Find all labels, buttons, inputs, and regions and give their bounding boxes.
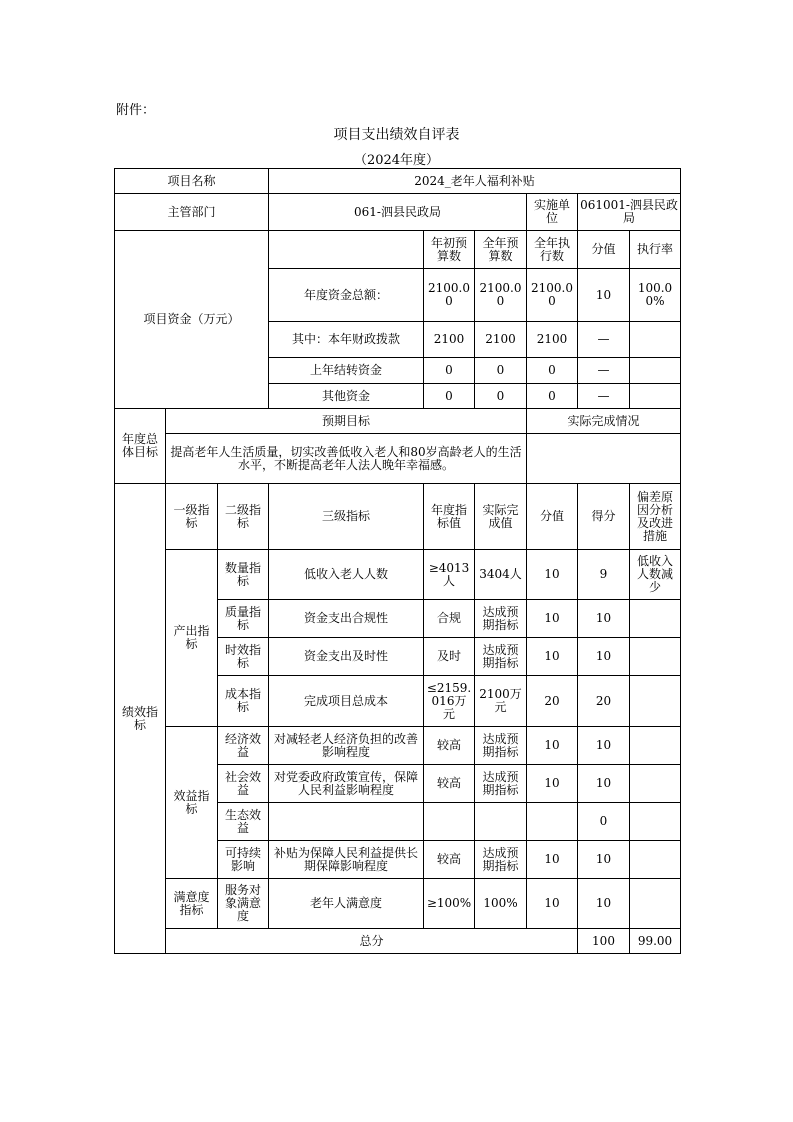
funds-row-executed: 2100 (527, 322, 578, 358)
funds-row-annual: 0 (475, 358, 527, 384)
perf-header-target: 年度指标值 (424, 484, 475, 550)
level2-cell: 社会效益 (218, 765, 269, 803)
funds-header-annual: 全年预算数 (475, 231, 527, 269)
actual-cell: 达成预期指标 (475, 727, 527, 765)
actual-cell: 达成预期指标 (475, 638, 527, 676)
funds-header-score-value: 分值 (578, 231, 630, 269)
funds-row-score-value: — (578, 322, 630, 358)
perf-header-reason: 偏差原因分析及改进措施 (630, 484, 681, 550)
funds-label: 项目资金（万元） (115, 231, 269, 409)
score-value-cell: 20 (527, 676, 578, 727)
score-cell: 9 (578, 550, 630, 600)
goals-expected-label: 预期目标 (166, 409, 527, 434)
score-cell: 10 (578, 841, 630, 879)
goals-expected-text: 提高老年人生活质量，切实改善低收入老人和80岁高龄老人的生活水平，不断提高老年人法人晚年幸福感。 (166, 434, 527, 484)
page-title: 项目支出绩效自评表 (333, 127, 460, 143)
reason-cell (630, 727, 681, 765)
reason-cell (630, 765, 681, 803)
dept-value: 061-泗县民政局 (269, 194, 527, 231)
level2-cell: 服务对象满意度 (218, 879, 269, 929)
funds-row-label: 上年结转资金 (269, 358, 424, 384)
funds-row-annual: 0 (475, 384, 527, 409)
score-value-cell: 10 (527, 765, 578, 803)
level2-cell: 时效指标 (218, 638, 269, 676)
report-year: （2024年度） (353, 153, 440, 168)
target-cell: ≥100% (424, 879, 475, 929)
reason-cell: 低收入人数减少 (630, 550, 681, 600)
funds-header-blank (269, 231, 424, 269)
funds-row-score-value: 10 (578, 269, 630, 322)
self-evaluation-table (114, 168, 681, 954)
level1-satisfaction: 满意度指标 (166, 879, 218, 929)
funds-row-rate (630, 322, 681, 358)
funds-row-label: 年度资金总额： (269, 269, 424, 322)
reason-cell (630, 676, 681, 727)
perf-header-actual: 实际完成值 (475, 484, 527, 550)
score-value-cell: 10 (527, 550, 578, 600)
funds-row-annual: 2100 (475, 322, 527, 358)
funds-row-annual: 2100.00 (475, 269, 527, 322)
funds-row-score-value: — (578, 384, 630, 409)
reason-cell (630, 841, 681, 879)
score-value-cell: 10 (527, 638, 578, 676)
funds-header-executed: 全年执行数 (527, 231, 578, 269)
actual-cell: 达成预期指标 (475, 600, 527, 638)
actual-cell: 达成预期指标 (475, 841, 527, 879)
level1-output: 产出指标 (166, 550, 218, 727)
level3-cell: 对减轻老人经济负担的改善影响程度 (269, 727, 424, 765)
dept-label: 主管部门 (115, 194, 269, 231)
total-score: 99.00 (630, 929, 681, 954)
level3-cell: 完成项目总成本 (269, 676, 424, 727)
reason-cell (630, 803, 681, 841)
funds-row-rate (630, 358, 681, 384)
perf-header-level1: 一级指标 (166, 484, 218, 550)
perf-header-score: 得分 (578, 484, 630, 550)
target-cell: ≥4013人 (424, 550, 475, 600)
level3-cell: 老年人满意度 (269, 879, 424, 929)
actual-cell: 100% (475, 879, 527, 929)
score-value-cell: 10 (527, 727, 578, 765)
attachment-label: 附件： (116, 103, 156, 118)
level2-cell: 生态效益 (218, 803, 269, 841)
score-cell: 10 (578, 600, 630, 638)
level3-cell (269, 803, 424, 841)
funds-row-rate: 100.00% (630, 269, 681, 322)
score-cell: 0 (578, 803, 630, 841)
goals-label: 年度总体目标 (115, 409, 166, 484)
score-cell: 10 (578, 727, 630, 765)
score-cell: 10 (578, 638, 630, 676)
total-label: 总分 (166, 929, 578, 954)
level3-cell: 补贴为保障人民利益提供长期保障影响程度 (269, 841, 424, 879)
score-value-cell: 10 (527, 879, 578, 929)
level3-cell: 资金支出及时性 (269, 638, 424, 676)
level3-cell: 对党委政府政策宣传，保障人民利益影响程度 (269, 765, 424, 803)
impl-label: 实施单位 (527, 194, 578, 231)
actual-cell: 2100万元 (475, 676, 527, 727)
score-value-cell (527, 803, 578, 841)
funds-row-initial: 2100 (424, 322, 475, 358)
perf-header-level3: 三级指标 (269, 484, 424, 550)
project-name-value: 2024_老年人福利补贴 (269, 169, 681, 194)
target-cell: 较高 (424, 765, 475, 803)
score-cell: 10 (578, 765, 630, 803)
target-cell: 合规 (424, 600, 475, 638)
funds-header-rate: 执行率 (630, 231, 681, 269)
actual-cell: 3404人 (475, 550, 527, 600)
level2-cell: 质量指标 (218, 600, 269, 638)
target-cell: 及时 (424, 638, 475, 676)
funds-row-initial: 0 (424, 384, 475, 409)
funds-row-executed: 2100.00 (527, 269, 578, 322)
perf-header-score-value: 分值 (527, 484, 578, 550)
target-cell: ≤2159.016万元 (424, 676, 475, 727)
funds-row-executed: 0 (527, 358, 578, 384)
target-cell (424, 803, 475, 841)
reason-cell (630, 638, 681, 676)
actual-cell (475, 803, 527, 841)
score-cell: 20 (578, 676, 630, 727)
funds-row-label: 其中：本年财政拨款 (269, 322, 424, 358)
level2-cell: 成本指标 (218, 676, 269, 727)
level1-benefit: 效益指标 (166, 727, 218, 879)
score-cell: 10 (578, 879, 630, 929)
funds-row-rate (630, 384, 681, 409)
reason-cell (630, 600, 681, 638)
project-name-label: 项目名称 (115, 169, 269, 194)
reason-cell (630, 879, 681, 929)
score-value-cell: 10 (527, 841, 578, 879)
target-cell: 较高 (424, 841, 475, 879)
perf-header-level2: 二级指标 (218, 484, 269, 550)
funds-row-executed: 0 (527, 384, 578, 409)
funds-row-initial: 0 (424, 358, 475, 384)
level2-cell: 经济效益 (218, 727, 269, 765)
score-value-cell: 10 (527, 600, 578, 638)
target-cell: 较高 (424, 727, 475, 765)
goals-actual-label: 实际完成情况 (527, 409, 681, 434)
level2-cell: 可持续影响 (218, 841, 269, 879)
funds-row-score-value: — (578, 358, 630, 384)
actual-cell: 达成预期指标 (475, 765, 527, 803)
total-score-value: 100 (578, 929, 630, 954)
level2-cell: 数量指标 (218, 550, 269, 600)
level3-cell: 资金支出合规性 (269, 600, 424, 638)
impl-value: 061001-泗县民政局 (578, 194, 681, 231)
funds-header-initial: 年初预算数 (424, 231, 475, 269)
performance-label: 绩效指标 (115, 484, 166, 954)
goals-actual-text (527, 434, 681, 484)
funds-row-initial: 2100.00 (424, 269, 475, 322)
level3-cell: 低收入老人人数 (269, 550, 424, 600)
funds-row-label: 其他资金 (269, 384, 424, 409)
